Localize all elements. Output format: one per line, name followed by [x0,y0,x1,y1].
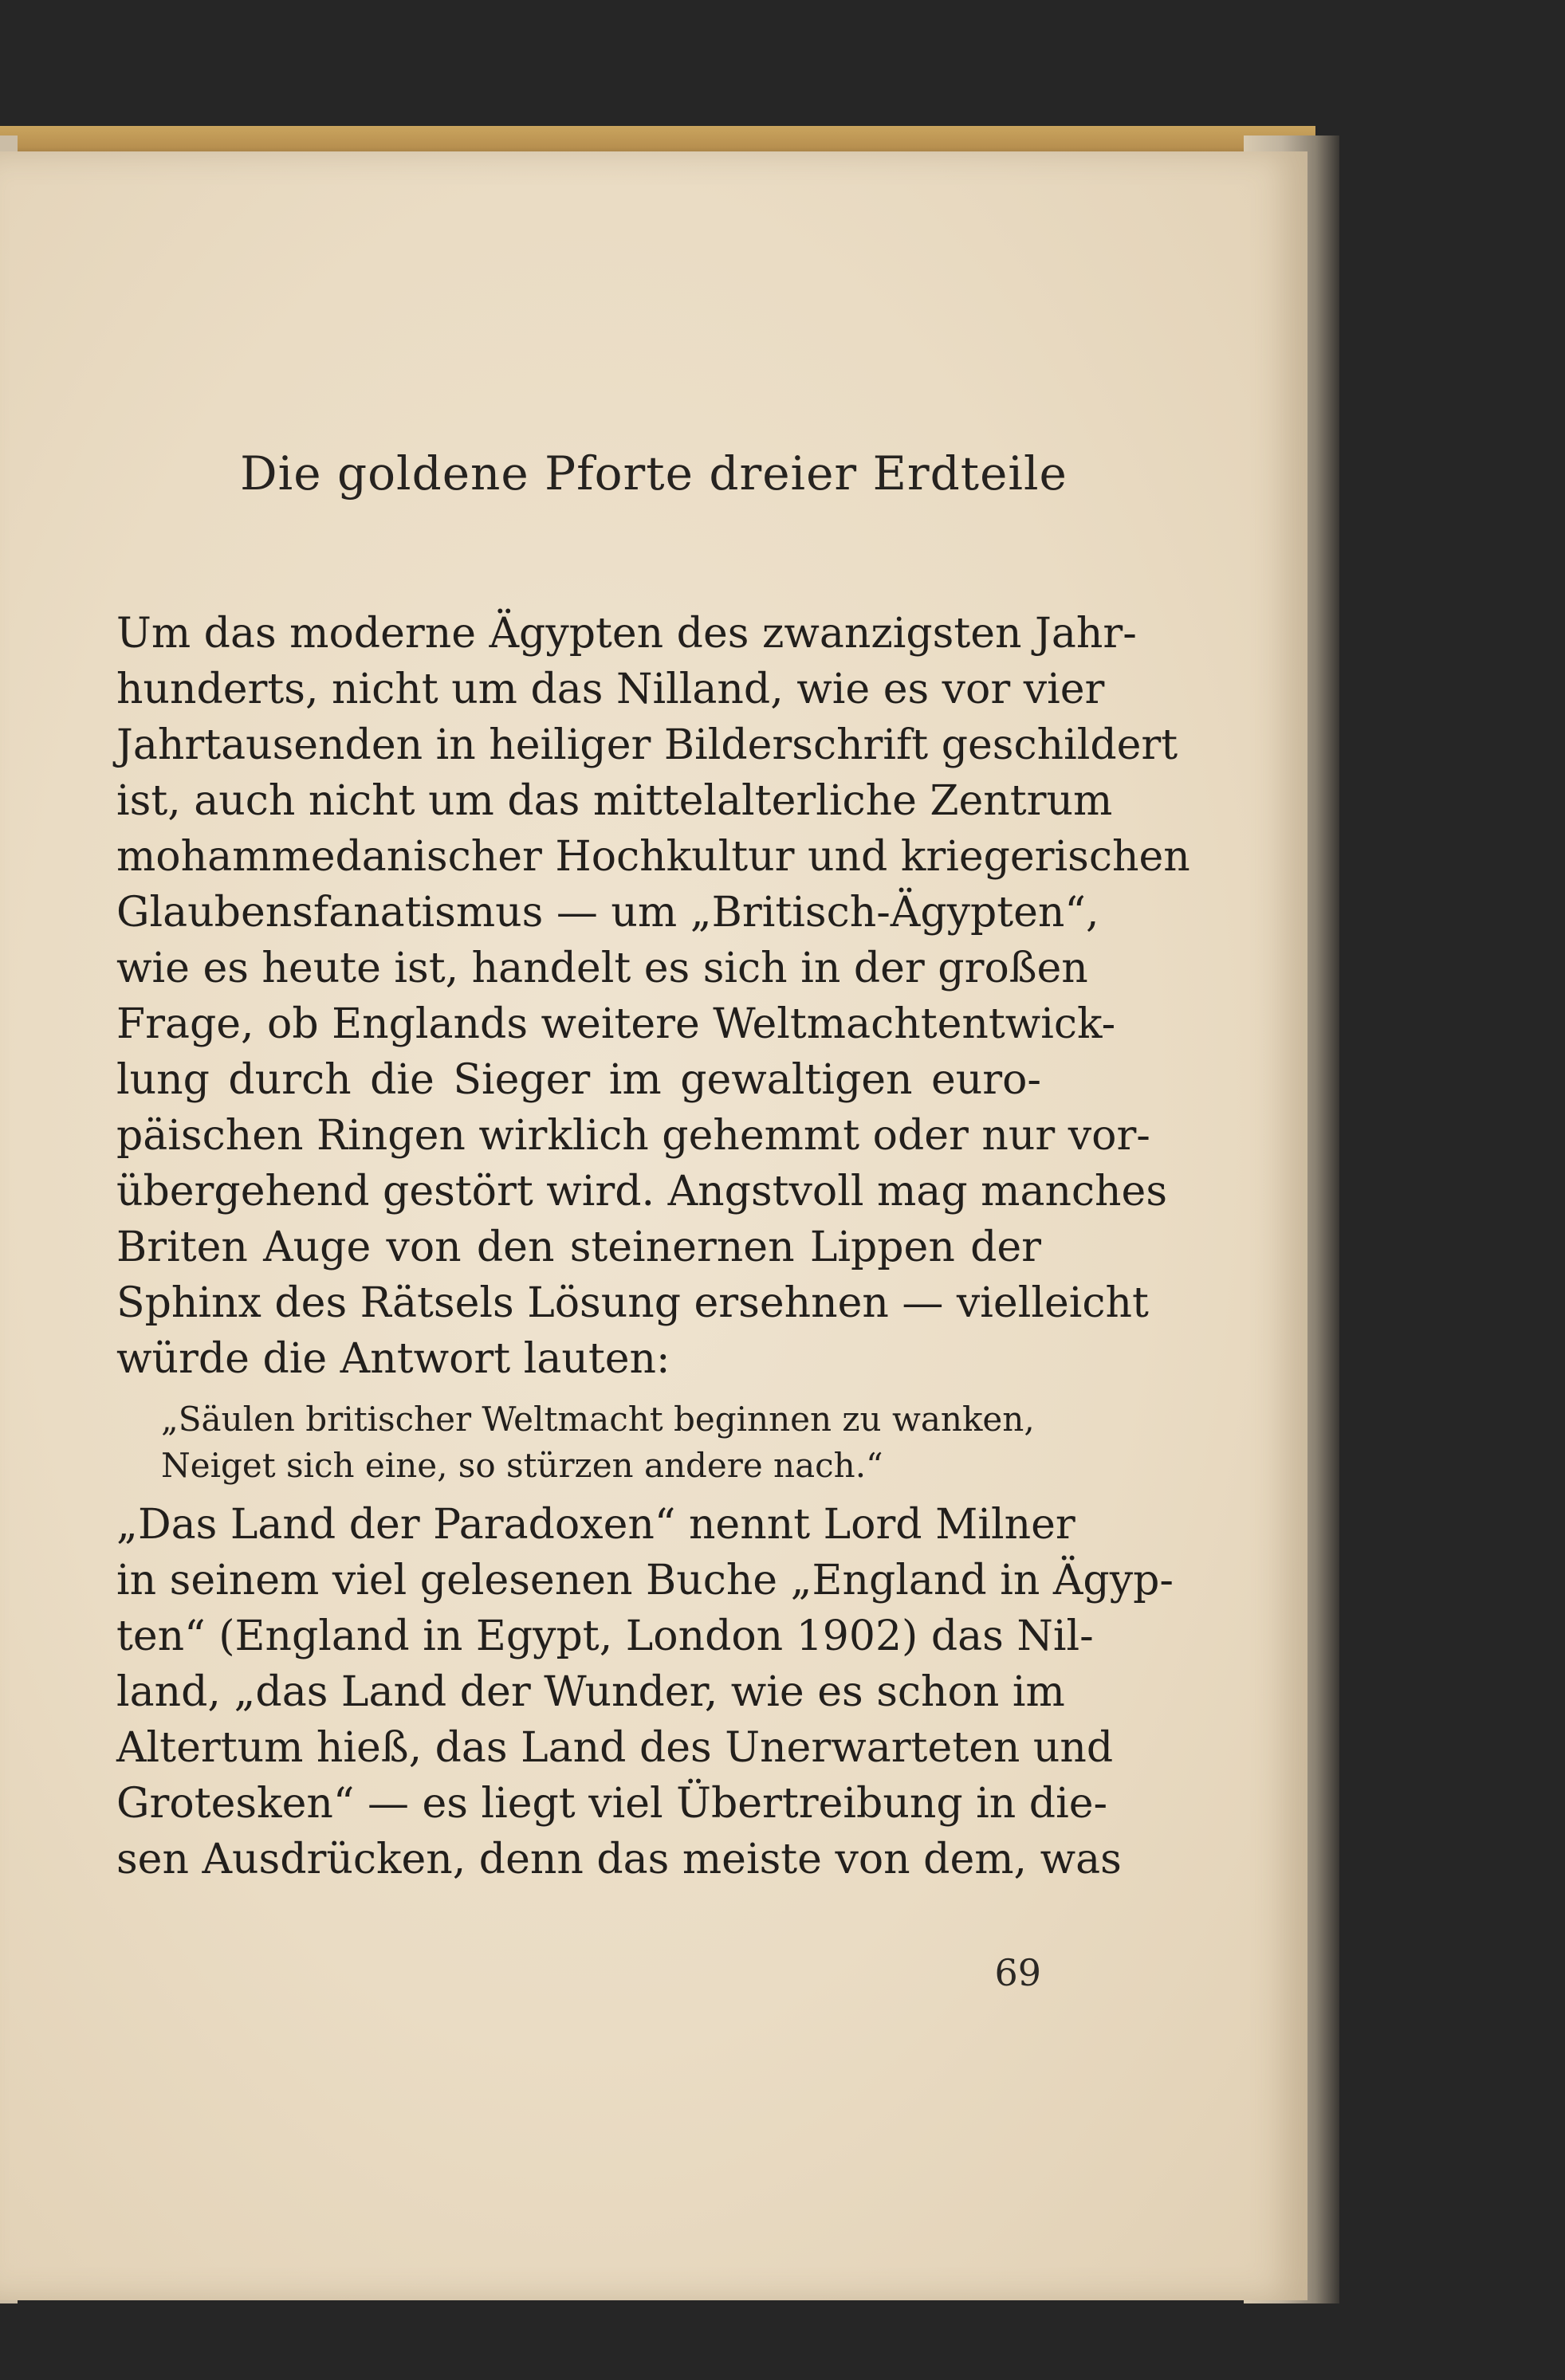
running-header: Die goldene Pforte dreier Erdteile [240,446,1068,501]
text-line: Sphinx des Rätsels Lösung ersehnen — vielleicht [116,1279,1149,1327]
paragraph-2 [116,1497,1174,1887]
page-number: 69 [994,1951,1041,1994]
paragraph-1 [116,606,1190,1387]
text-line: mohammedanischer Hochkultur und kriegerischen [116,833,1190,881]
text-line: hunderts, nicht um das Nilland, wie es vor vier [116,666,1105,713]
text-line: Frage, ob Englands weitere Weltmachtentwick- [116,1000,1116,1048]
text-line: in seinem viel gelesenen Buche „England in Ägyp- [116,1557,1174,1604]
text-line: lung durch die Sieger im gewaltigen euro- [116,1056,1041,1104]
text-line: land, „das Land der Wunder, wie es schon im [116,1668,1065,1716]
text-line: Um das moderne Ägypten des zwanzigsten Jahr- [116,610,1137,658]
text-line: päischen Ringen wirklich gehemmt oder nur vor- [116,1112,1150,1160]
text-line: ist, auch nicht um das mittelalterliche Zentrum [116,777,1113,825]
text-line: Grotesken“ — es liegt viel Übertreibung in die- [116,1780,1108,1828]
quote-line: „Säulen britischer Weltmacht beginnen zu wanken, [161,1400,1035,1439]
text-line: „Das Land der Paradoxen“ nennt Lord Milner [116,1501,1075,1549]
text-line: ten“ (England in Egypt, London 1902) das Nil- [116,1612,1094,1660]
text-line: Briten Auge von den steinernen Lippen der [116,1223,1041,1271]
text-line: sen Ausdrücken, denn das meiste von dem, was [116,1836,1122,1883]
page-body [116,606,1190,1887]
text-line: würde die Antwort lauten: [116,1335,670,1383]
text-line: übergehend gestört wird. Angstvoll mag manches [116,1168,1168,1216]
text-line: Altertum hieß, das Land des Unerwarteten und [116,1724,1114,1772]
text-line: Glaubensfanatismus — um „Britisch-Ägypten“, [116,889,1099,937]
text-line: Jahrtausenden in heiliger Bilderschrift geschildert [116,721,1178,769]
verse-quote [116,1396,1041,1489]
quote-line: Neiget sich eine, so stürzen andere nach.“ [161,1446,883,1485]
text-line: wie es heute ist, handelt es sich in der großen [116,945,1088,992]
